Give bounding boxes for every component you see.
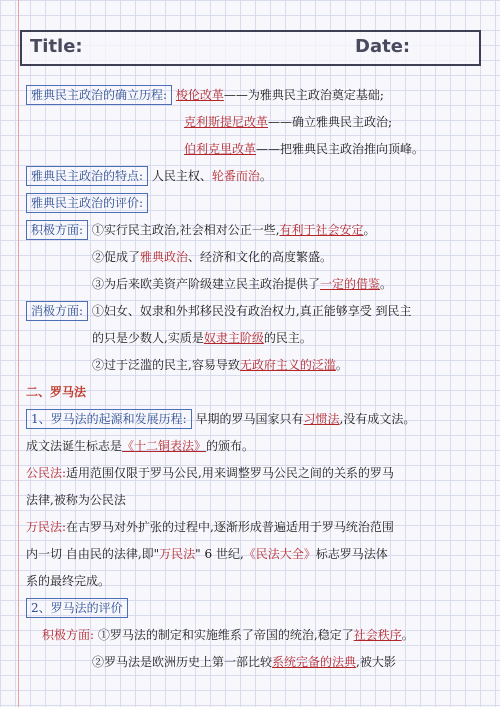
pos1b: 有利于社会安定 xyxy=(279,223,364,237)
pos2c: 、经济和文化的高度繁盛。 xyxy=(188,250,333,264)
rp2c: ,被大影 xyxy=(356,655,396,669)
civil-text-2: 法律,被称为公民法 xyxy=(26,493,126,507)
rp1c: 。 xyxy=(401,628,414,642)
reform3-line xyxy=(26,136,476,163)
rp2a: ②罗马法是欧洲历史上第一部比较 xyxy=(92,655,273,669)
neg2b: 无政府主义的泛滥 xyxy=(239,358,336,372)
positive-line-2 xyxy=(26,244,476,271)
evaluation-line xyxy=(26,190,476,217)
date-label: Date: xyxy=(355,36,411,57)
nations-text-2e: 标志罗马法体 xyxy=(315,547,388,561)
positive-line-1 xyxy=(26,217,476,244)
neg2a: ②过于泛滥的民主,容易导致 xyxy=(92,358,240,372)
origin-a: 早期的罗马国家只有 xyxy=(195,412,304,426)
pos2a: ②促成了 xyxy=(92,250,141,264)
neg1a: ①妇女、奴隶和外邦移民没有政治权力,真正能够享受 到民主 xyxy=(91,304,412,318)
negative-box: 消极方面: xyxy=(26,301,88,321)
pos2b: 雅典政治 xyxy=(140,250,189,264)
rp2b: 系统完备的法典 xyxy=(272,655,357,669)
nations-text-2c: " 6 世纪, xyxy=(195,547,244,561)
reform1-name: 梭伦改革 xyxy=(175,88,224,102)
nations-label: 万民法: xyxy=(26,520,67,534)
roman-positive-line-1 xyxy=(26,622,476,649)
pos3b: 一定的借鉴 xyxy=(320,277,381,291)
roman-eval-box: 2、罗马法的评价 xyxy=(26,598,128,618)
notes-content xyxy=(26,82,476,676)
nations-text-2d: 《民法大全》 xyxy=(243,547,316,561)
pos1a: ①实行民主政治,社会相对公正一些, xyxy=(91,223,280,237)
margin-rule xyxy=(18,0,19,707)
origin-box: 1、罗马法的起源和发展历程: xyxy=(26,409,192,429)
neg1c: 奴隶主阶级 xyxy=(203,331,264,345)
roman-positive-line-2 xyxy=(26,649,476,676)
features-line xyxy=(26,163,476,190)
evaluation-box: 雅典民主政治的评价: xyxy=(26,193,148,213)
origin-b: 习惯法 xyxy=(303,412,340,426)
origin-c: ,没有成文法。 xyxy=(339,412,416,426)
negative-line-1b xyxy=(26,325,476,352)
civil-label: 公民法: xyxy=(26,466,67,480)
neg1b: 的只是少数人,实质是 xyxy=(92,331,204,345)
written-a: 成文法诞生标志是 xyxy=(26,439,123,453)
reform3-desc: ——把雅典民主政治推向顶峰。 xyxy=(256,142,425,156)
civil-law-line-1 xyxy=(26,460,476,487)
reform1-desc: ——为雅典民主政治奠定基础; xyxy=(223,88,384,102)
title-date-bar xyxy=(20,30,481,66)
nations-text-1: 在古罗马对外扩张的过程中,逐渐形成普遍适用于罗马统治范围 xyxy=(66,520,394,534)
written-line xyxy=(26,433,476,460)
features-text2: 轮番而治 xyxy=(211,169,260,183)
civil-text-1: 适用范围仅限于罗马公民,用来调整罗马公民之间的关系的罗马 xyxy=(66,466,394,480)
positive-box: 积极方面: xyxy=(26,220,88,240)
rp1b: 社会秩序 xyxy=(353,628,402,642)
nations-law-line-2 xyxy=(26,541,476,568)
nations-text-3: 系的最终完成。 xyxy=(26,574,111,588)
reform2-name: 克利斯提尼改革 xyxy=(184,115,269,129)
title-label: Title: xyxy=(30,36,83,57)
establish-line xyxy=(26,82,476,109)
negative-line-1 xyxy=(26,298,476,325)
neg2c: 。 xyxy=(335,358,348,372)
features-text3: 。 xyxy=(259,169,272,183)
pos3c: 。 xyxy=(380,277,393,291)
neg1d: 的民主。 xyxy=(263,331,312,345)
positive-line-3 xyxy=(26,271,476,298)
written-b: 《十二铜表法》 xyxy=(122,439,207,453)
roman-eval-line xyxy=(26,595,476,622)
reform2-desc: ——确立雅典民主政治; xyxy=(268,115,393,129)
pos3a: ③为后来欧美资产阶级建立民主政治提供了 xyxy=(92,277,321,291)
features-box: 雅典民主政治的特点: xyxy=(26,166,148,186)
rp1a: ①罗马法的制定和实施维系了帝国的统治,稳定了 xyxy=(97,628,354,642)
written-c: 的颁布。 xyxy=(206,439,255,453)
nations-text-2b: 万民法 xyxy=(159,547,196,561)
reform2-line xyxy=(26,109,476,136)
origin-line xyxy=(26,406,476,433)
roman-positive-label: 积极方面: xyxy=(42,628,95,642)
nations-law-line-1 xyxy=(26,514,476,541)
negative-line-2 xyxy=(26,352,476,379)
reform3-name: 伯利克里改革 xyxy=(184,142,257,156)
pos1c: 。 xyxy=(363,223,376,237)
features-text1: 人民主权、 xyxy=(151,169,212,183)
civil-law-line-2 xyxy=(26,487,476,514)
establish-box: 雅典民主政治的确立历程: xyxy=(26,85,172,105)
nations-text-2a: 内一切 自由民的法律,即" xyxy=(26,547,160,561)
section-heading-roman-law: 二、罗马法 xyxy=(26,385,87,399)
nations-law-line-3 xyxy=(26,568,476,595)
